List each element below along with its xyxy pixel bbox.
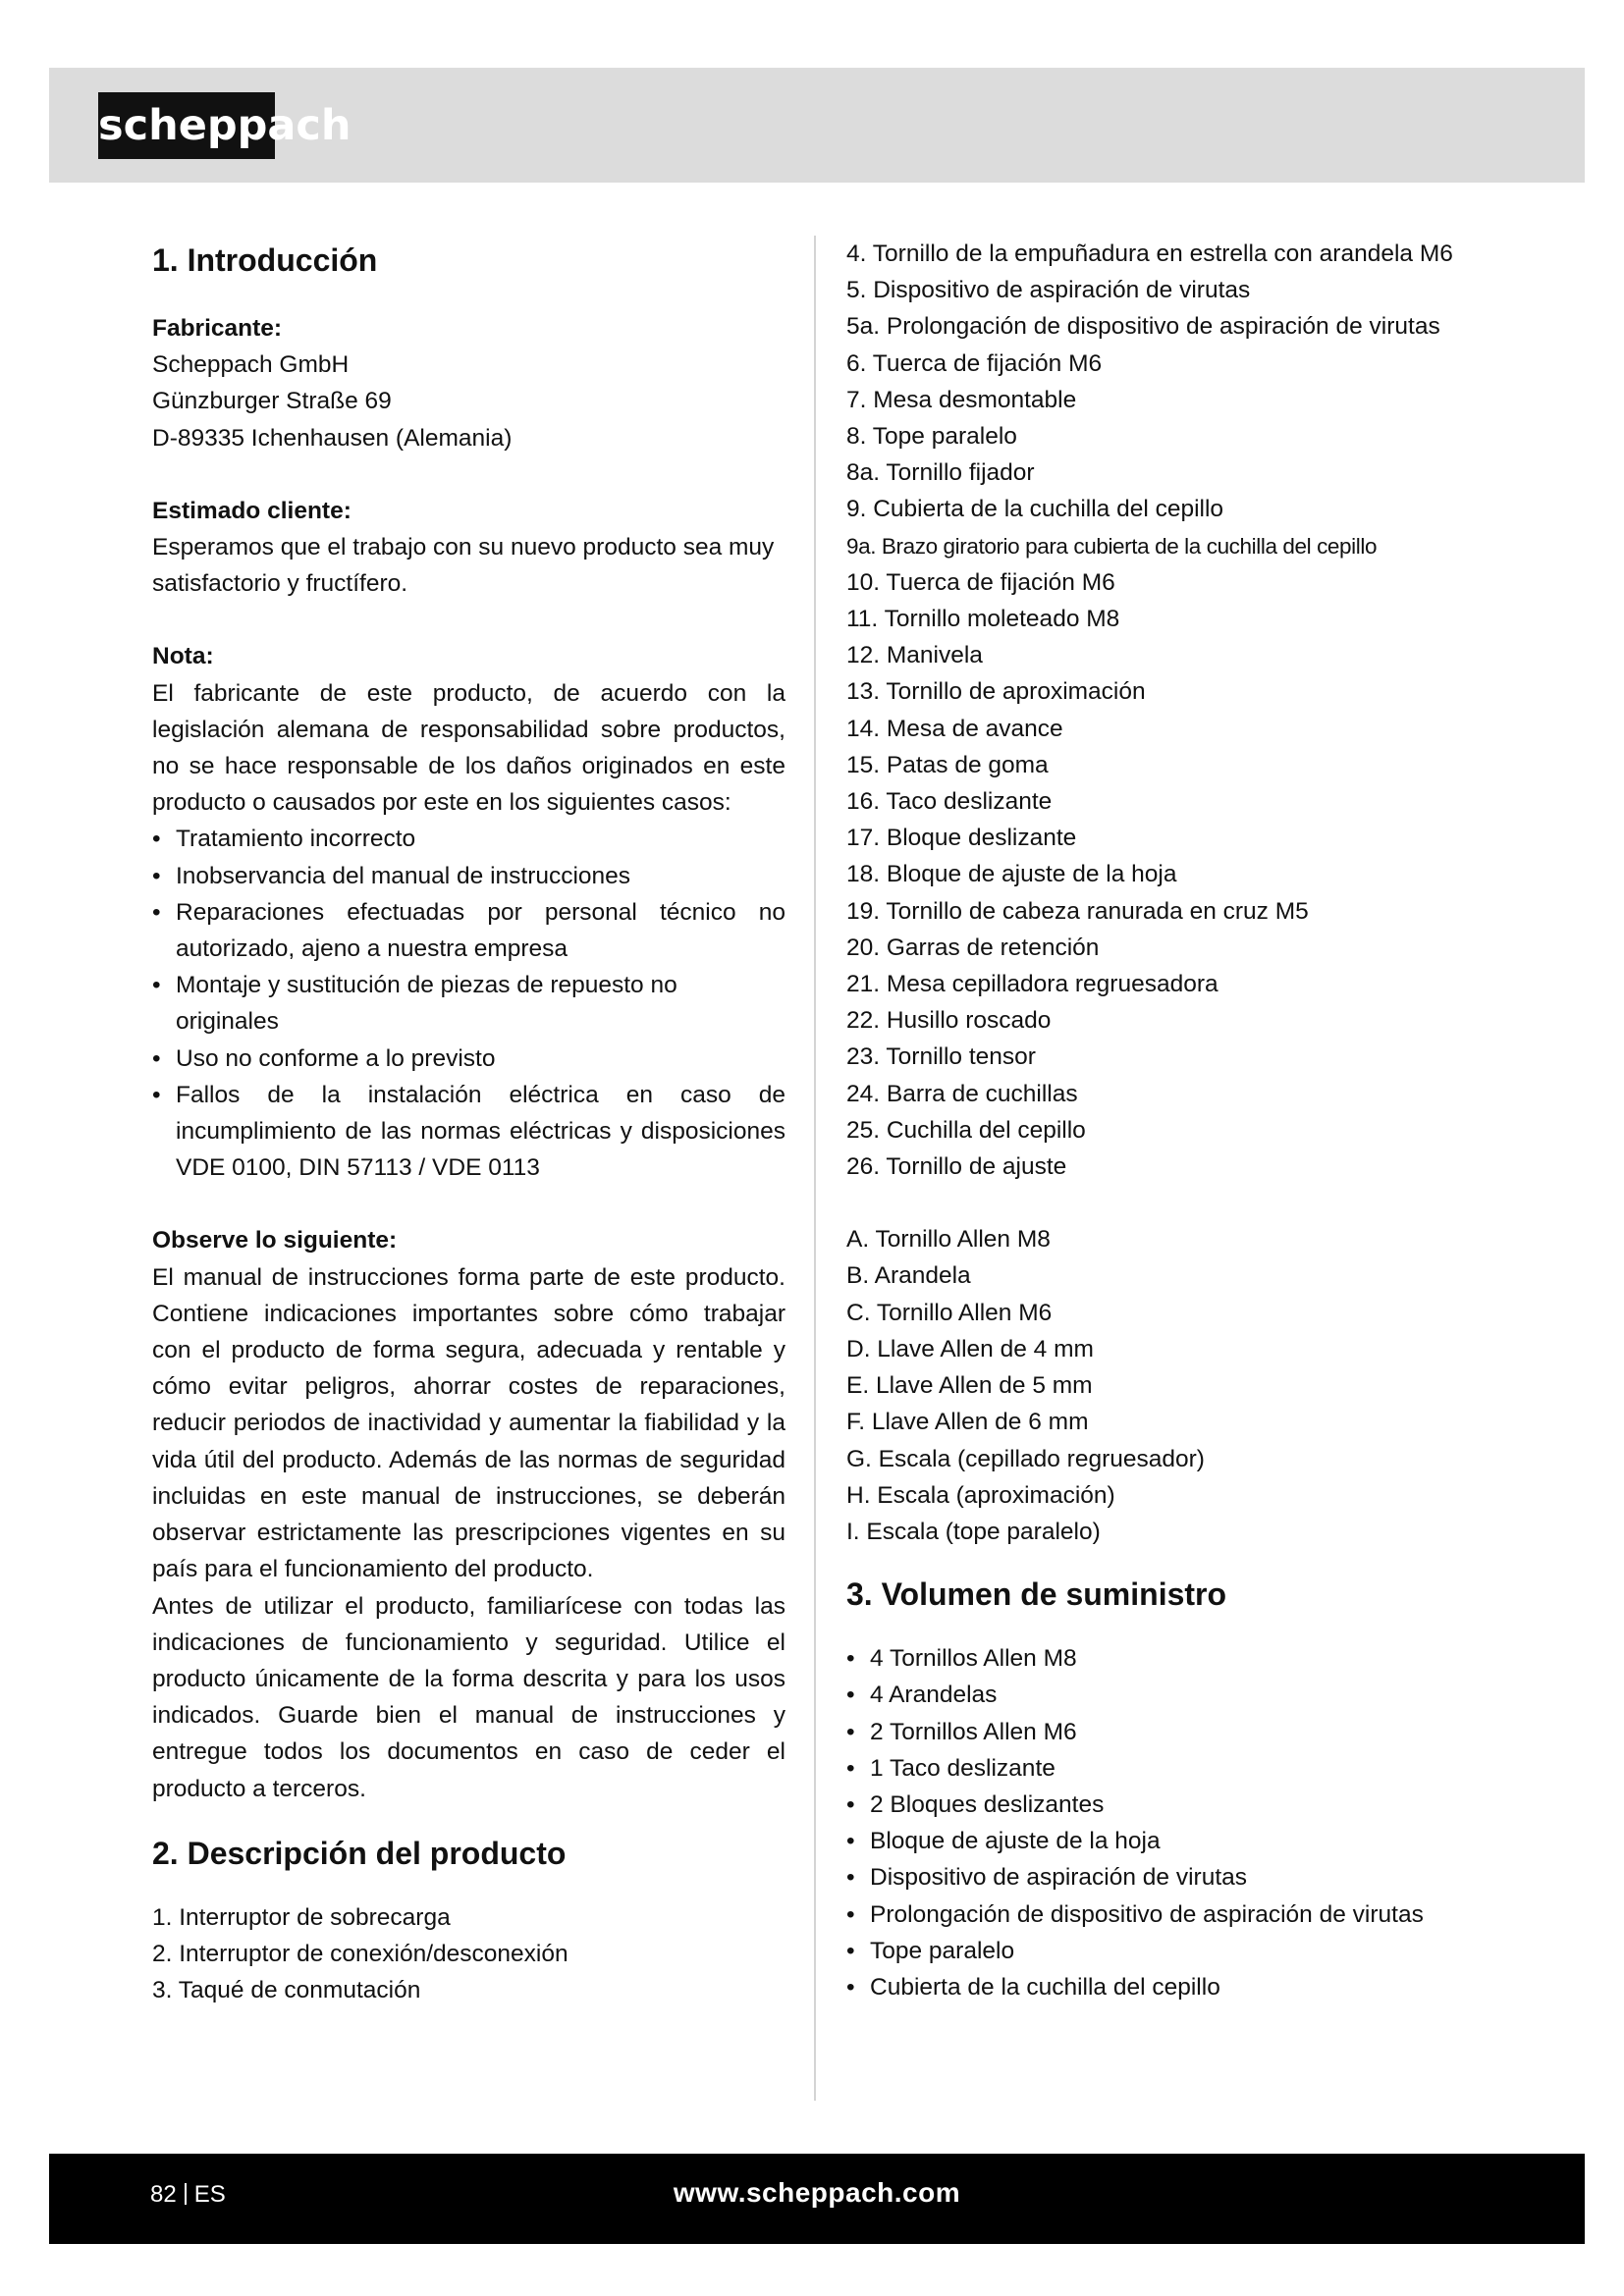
list-item: • 1 Taco deslizante (846, 1750, 1475, 1787)
left-column (152, 236, 785, 2008)
list-item: 10. Tuerca de fijación M6 (846, 568, 1115, 596)
scheppach-logo: scheppach (98, 92, 275, 159)
manufacturer-line: D-89335 Ichenhausen (Alemania) (152, 424, 513, 452)
list-item: H. Escala (aproximación) (846, 1481, 1115, 1509)
list-item: • Cubierta de la cuchilla del cepillo (846, 1969, 1475, 2005)
list-item: • Tope paralelo (846, 1933, 1475, 1969)
list-item: • 4 Tornillos Allen M8 (846, 1640, 1475, 1677)
list-item: 26. Tornillo de ajuste (846, 1153, 1067, 1181)
language-code: ES (193, 2181, 226, 2208)
website-link[interactable]: www.scheppach.com (673, 2177, 961, 2208)
list-item: A. Tornillo Allen M8 (846, 1226, 1051, 1254)
list-item: 5. Dispositivo de aspiración de virutas (846, 277, 1251, 304)
list-item: 15. Patas de goma (846, 751, 1049, 778)
list-item: 6. Tuerca de fijación M6 (846, 349, 1103, 377)
list-item: 16. Taco deslizante (846, 788, 1053, 816)
list-item: 14. Mesa de avance (846, 715, 1063, 742)
list-item: 24. Barra de cuchillas (846, 1080, 1078, 1107)
list-item: • Bloque de ajuste de la hoja (846, 1823, 1475, 1859)
product-parts-list (152, 1899, 785, 2009)
list-item: • Montaje y sustitución de piezas de repuesto no originales (152, 967, 785, 1040)
section-1-title: 1. Introducción (152, 242, 378, 278)
list-item: 8a. Tornillo fijador (846, 459, 1035, 487)
list-item: 25. Cuchilla del cepillo (846, 1116, 1086, 1144)
list-item: 2. Interruptor de conexión/desconexión (152, 1940, 568, 1967)
list-item: B. Arandela (846, 1262, 971, 1290)
list-item: 17. Bloque deslizante (846, 825, 1077, 852)
list-item: F. Llave Allen de 6 mm (846, 1409, 1089, 1436)
list-item: • 4 Arandelas (846, 1677, 1475, 1713)
list-item: 9a. Brazo giratorio para cubierta de la cuchilla del cepillo (846, 533, 1378, 559)
list-item: E. Llave Allen de 5 mm (846, 1372, 1093, 1400)
list-item: G. Escala (cepillado regruesador) (846, 1445, 1205, 1472)
list-item: • 2 Tornillos Allen M6 (846, 1714, 1475, 1750)
section-2-title: 2. Descripción del producto (152, 1835, 567, 1871)
manufacturer-line: Scheppach GmbH (152, 351, 350, 379)
right-column (846, 236, 1475, 2005)
accessory-letter-list (846, 1221, 1475, 1550)
observe-paragraph: El manual de instrucciones forma parte de este producto. Contiene indicaciones importantes sobre cómo trabajar con el producto de forma segura, adecuada y rentable y cómo evitar peligros, ahorrar costes de reparaciones, reducir periodos de inactividad y aumentar la fiabilidad y la vida útil del producto. Además de las normas de seguridad incluidas en este manual de instrucciones, se deberán observar estrictamente las prescripciones vigentes en su país para el funcionamiento del producto. (152, 1263, 785, 1583)
list-item: • Fallos de la instalación eléctrica en caso de incumplimiento de las normas eléctricas y disposiciones VDE 0100, DIN 57113 / VDE 0113 (152, 1077, 785, 1187)
product-parts-list-continued (846, 236, 1475, 1185)
list-item: 21. Mesa cepilladora regruesadora (846, 971, 1218, 998)
list-item: • Dispositivo de aspiración de virutas (846, 1859, 1475, 1896)
list-item: 13. Tornillo de aproximación (846, 678, 1146, 706)
list-item: D. Llave Allen de 4 mm (846, 1335, 1094, 1362)
footer-band (49, 2154, 1585, 2244)
list-item: 22. Husillo roscado (846, 1007, 1052, 1035)
list-item: 20. Garras de retención (846, 934, 1100, 961)
list-item: • 2 Bloques deslizantes (846, 1787, 1475, 1823)
list-item: 8. Tope paralelo (846, 423, 1017, 451)
list-item: • Tratamiento incorrecto (152, 821, 785, 857)
list-item: 7. Mesa desmontable (846, 386, 1077, 413)
note-label: Nota: (152, 643, 214, 670)
section-3-title: 3. Volumen de suministro (846, 1576, 1227, 1613)
note-bullet-list (152, 821, 785, 1186)
manufacturer-line: Günzburger Straße 69 (152, 388, 392, 415)
list-item: • Prolongación de dispositivo de aspiración de virutas (846, 1896, 1475, 1933)
list-item: I. Escala (tope paralelo) (846, 1518, 1101, 1545)
list-item: C. Tornillo Allen M6 (846, 1299, 1053, 1326)
customer-label: Estimado cliente: (152, 497, 352, 524)
page-number: 82 (150, 2181, 177, 2208)
list-item: 11. Tornillo moleteado M8 (846, 606, 1120, 633)
observe-label: Observe lo siguiente: (152, 1227, 398, 1255)
column-divider (814, 236, 816, 2101)
customer-text: Esperamos que el trabajo con su nuevo producto sea muy satisfactorio y fructífero. (152, 534, 775, 598)
list-item: 9. Cubierta de la cuchilla del cepillo (846, 496, 1224, 523)
list-item: 3. Taqué de conmutación (152, 1977, 421, 2004)
list-item: 18. Bloque de ajuste de la hoja (846, 861, 1177, 888)
note-text: El fabricante de este producto, de acuerdo con la legislación alemana de responsabilidad sobre productos, no se hace responsable de los daños originados en este producto o causados por este en los siguientes casos: (152, 679, 785, 817)
list-item: 19. Tornillo de cabeza ranurada en cruz M5 (846, 897, 1309, 925)
list-item: • Uso no conforme a lo previsto (152, 1041, 785, 1077)
manufacturer-label: Fabricante: (152, 315, 283, 342)
list-item: 23. Tornillo tensor (846, 1043, 1036, 1071)
list-item: 12. Manivela (846, 642, 983, 669)
list-item: 1. Interruptor de sobrecarga (152, 1903, 451, 1931)
list-item: 5a. Prolongación de dispositivo de aspiración de virutas (846, 313, 1440, 341)
observe-paragraph: Antes de utilizar el producto, familiarícese con todas las indicaciones de funcionamiento y seguridad. Utilice el producto únicamente de la forma descrita y para los usos indicados. Guarde bien el manual de instrucciones y entregue todos los documentos en caso de ceder el producto a terceros. (152, 1592, 785, 1802)
list-item: • Inobservancia del manual de instrucciones (152, 858, 785, 894)
list-item: • Reparaciones efectuadas por personal técnico no autorizado, ajeno a nuestra empresa (152, 894, 785, 967)
list-item: 4. Tornillo de la empuñadura en estrella con arandela M6 (846, 240, 1453, 267)
supply-list (846, 1640, 1475, 2005)
